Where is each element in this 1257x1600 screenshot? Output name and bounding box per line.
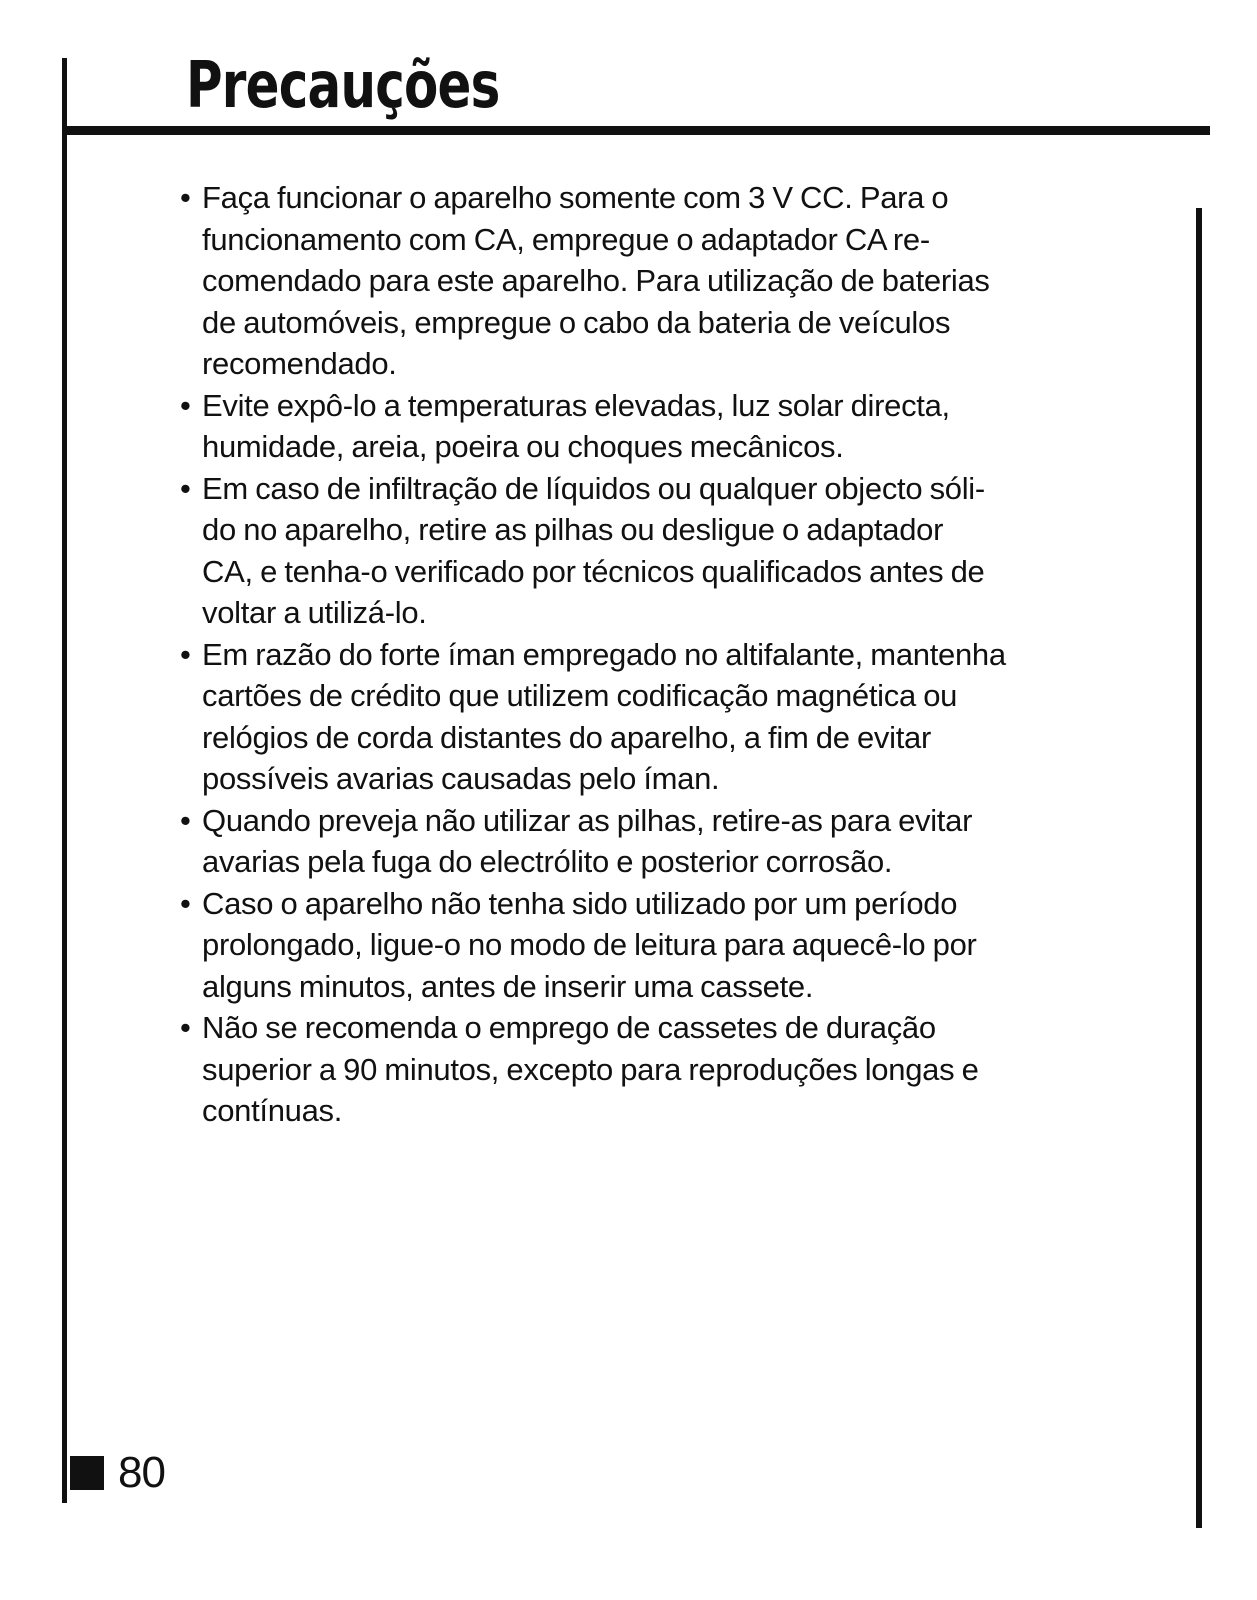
precaution-line: Evite expô-lo a temperaturas elevadas, luz solar directa, [202, 387, 950, 423]
bullet-dot-icon: • [180, 387, 191, 423]
precaution-item [180, 385, 1180, 468]
precaution-line: possíveis avarias causadas pelo íman. [202, 761, 720, 796]
precaution-item [180, 634, 1180, 800]
precaution-item [180, 1007, 1180, 1132]
bullet-dot-icon: • [180, 802, 191, 838]
precaution-line: avarias pela fuga do electrólito e posterior corrosão. [202, 844, 893, 879]
precaution-line: Quando preveja não utilizar as pilhas, retire-as para evitar [202, 802, 973, 838]
bullet-dot-icon: • [180, 470, 191, 506]
precaution-line: Caso o aparelho não tenha sido utilizado por um período [202, 885, 958, 921]
precaution-line: superior a 90 minutos, excepto para reproduções longas e [202, 1051, 979, 1087]
precaution-line: comendado para este aparelho. Para utilização de baterias [202, 263, 990, 298]
precaution-item [180, 468, 1180, 634]
title-underline-rule [62, 126, 1210, 135]
precaution-line: Não se recomenda o emprego de cassetes de duração [202, 1010, 936, 1045]
page-footer [70, 1446, 165, 1500]
left-margin-rule [62, 58, 67, 1503]
precaution-line: Em caso de infiltração de líquidos ou qualquer objecto sóli- [202, 470, 985, 506]
bullet-dot-icon: • [180, 1010, 191, 1045]
precaution-line: relógios de corda distantes do aparelho, a fim de evitar [202, 719, 931, 755]
precaution-line: Faça funcionar o aparelho somente com 3 V CC. Para o [202, 180, 949, 215]
precaution-line: alguns minutos, antes de inserir uma cassete. [202, 968, 814, 1004]
precaution-line: funcionamento com CA, empregue o adaptador CA re- [202, 221, 930, 257]
precaution-line: voltar a utilizá-lo. [202, 595, 427, 630]
bullet-dot-icon: • [180, 636, 191, 672]
precaution-line: do no aparelho, retire as pilhas ou desligue o adaptador [202, 512, 944, 547]
precaution-line: humidade, areia, poeira ou choques mecânicos. [202, 429, 844, 464]
bullet-dot-icon: • [180, 885, 191, 921]
precaution-line: recomendado. [202, 346, 397, 381]
precaution-line: cartões de crédito que utilizem codificação magnética ou [202, 678, 958, 713]
precaution-line: de automóveis, empregue o cabo da bateria de veículos [202, 304, 951, 340]
page-marker-square [70, 1456, 104, 1490]
bullet-dot-icon: • [180, 180, 191, 215]
right-margin-rule [1196, 208, 1202, 1528]
precaution-item [180, 800, 1180, 883]
page-number: 80 [118, 1448, 165, 1497]
precaution-line: CA, e tenha-o verificado por técnicos qualificados antes de [202, 553, 985, 589]
precautions-list [180, 177, 1180, 1132]
precaution-line: Em razão do forte íman empregado no altifalante, mantenha [202, 636, 1006, 672]
precaution-line: contínuas. [202, 1093, 343, 1128]
precaution-item [180, 177, 1180, 385]
precaution-line: prolongado, ligue-o no modo de leitura para aquecê-lo por [202, 927, 977, 962]
precaution-item [180, 883, 1180, 1008]
page-title: Precauções [186, 49, 500, 123]
left-margin-dots [62, 1460, 68, 1490]
